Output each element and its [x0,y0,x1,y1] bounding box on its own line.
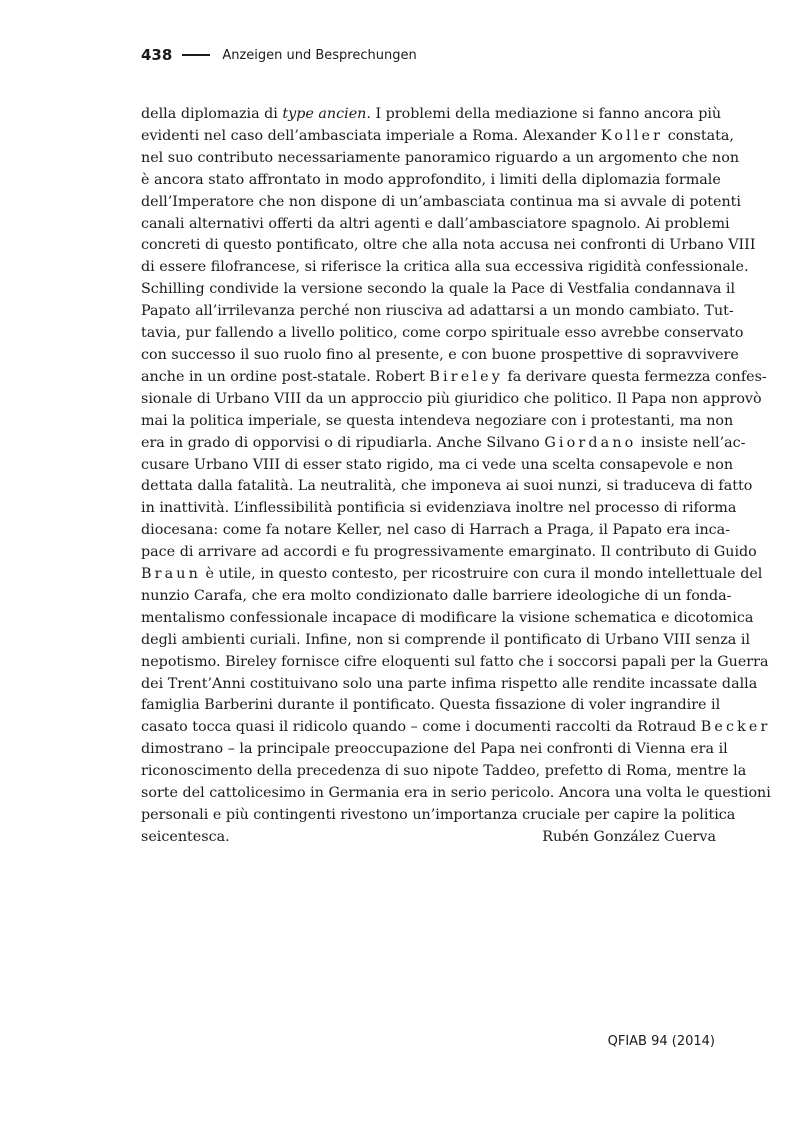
text-line: sionale di Urbano VIII da un approccio più giuridico che politico. Il Papa non approvò [141,390,762,407]
running-title: Anzeigen und Besprechungen [222,47,417,63]
text-line: è ancora stato affrontato in modo approfondito, i limiti della diplomazia formale [141,171,721,188]
author-name: Koller [600,127,664,144]
text-line: degli ambienti curiali. Infine, non si comprende il pontificato di Urbano VIII senza il [141,631,751,648]
text-line: concreti di questo pontificato, oltre che alla nota accusa nei confronti di Urbano VIII [141,237,756,254]
review-body [141,104,771,849]
text-line: era in grado di opporvisi o di ripudiarla. Anche Silvano Giordano insiste nell’ac- [141,434,746,451]
text-line: mentalismo confessionale incapace di modificare la visione schematica e dicotomica [141,609,754,626]
text-line: nel suo contributo necessariamente panoramico riguardo a un argomento che non [141,149,740,166]
text-line: canali alternativi offerti da altri agenti e dall’ambasciatore spagnolo. Ai problemi [141,215,730,232]
text-line: pace di arrivare ad accordi e fu progressivamente emarginato. Il contributo di Guido [141,544,757,561]
text-line: mai la politica imperiale, se questa intendeva negoziare con i protestanti, ma non [141,412,734,429]
closing-word: seicentesca. [141,828,230,845]
text-line: dei Trent’Anni costituivano solo una parte infima rispetto alle rendite incassate dalla [141,675,758,692]
text-line: dimostrano – la principale preoccupazione del Papa nei confronti di Vienna era il [141,741,728,758]
text-line: tavia, pur fallendo a livello politico, come corpo spirituale esso avrebbe conservato [141,325,744,342]
text-line: cusare Urbano VIII di esser stato rigido, ma ci vede una scelta consapevole e non [141,456,734,473]
text-line: nunzio Carafa, che era molto condizionato dalle barriere ideologiche di un fonda- [141,587,732,604]
text-line: dettata dalla fatalità. La neutralità, che imponeva ai suoi nunzi, si traduceva di fatto [141,478,753,495]
text-line: con successo il suo ruolo fino al presente, e con buone prospettive di sopravvivere [141,346,739,363]
running-header [141,44,417,66]
review-author: Rubén González Cuerva [542,828,716,845]
author-name: Becker [700,719,771,736]
text-line: casato tocca quasi il ridicolo quando – come i documenti raccolti da Rotraud Becker [141,719,771,736]
text-line: dell’Imperatore che non dispone di un’ambasciata continua ma si avvale di potenti [141,193,741,210]
author-name: Bireley [429,368,503,385]
italic-term: type ancien [282,106,367,122]
text-line: nepotismo. Bireley fornisce cifre eloquenti sul fatto che i soccorsi papali per la Guerra [141,653,769,670]
text-line: evidenti nel caso dell’ambasciata imperiale a Roma. Alexander Koller constata, [141,127,734,144]
page-number: 438 [141,46,173,64]
author-name: Giordano [544,434,637,451]
text-line: riconoscimento della precedenza di suo nipote Taddeo, prefetto di Roma, mentre la [141,763,747,780]
text-line: diocesana: come fa notare Keller, nel caso di Harrach a Praga, il Papato era inca- [141,522,731,539]
journal-footer: QFIAB 94 (2014) [607,1034,715,1049]
text-line: della diplomazia di type ancien. I problemi della mediazione si fanno ancora più [141,106,722,122]
closing-line [141,827,716,849]
text-line: sorte del cattolicesimo in Germania era in serio pericolo. Ancora una volta le questioni [141,785,771,802]
text-line: Braun è utile, in questo contesto, per ricostruire con cura il mondo intellettuale del [141,566,763,583]
text-line: Schilling condivide la versione secondo la quale la Pace di Vestfalia condannava il [141,281,736,298]
text-line: in inattività. L’inflessibilità pontificia si evidenziava inoltre nel processo di riforma [141,500,737,517]
author-name: Braun [141,566,202,583]
header-dash [182,54,210,56]
text-line: famiglia Barberini durante il pontificato. Questa fissazione di voler ingrandire il [141,697,721,714]
text-line: anche in un ordine post-statale. Robert Bireley fa derivare questa fermezza confes- [141,368,767,385]
text-line: personali e più contingenti rivestono un’importanza cruciale per capire la politica [141,807,736,823]
text-line: Papato all’irrilevanza perché non riusciva ad adattarsi a un mondo cambiato. Tut- [141,303,734,320]
text-line: di essere filofrancese, si riferisce la critica alla sua eccessiva rigidità confessionale. [141,259,749,276]
